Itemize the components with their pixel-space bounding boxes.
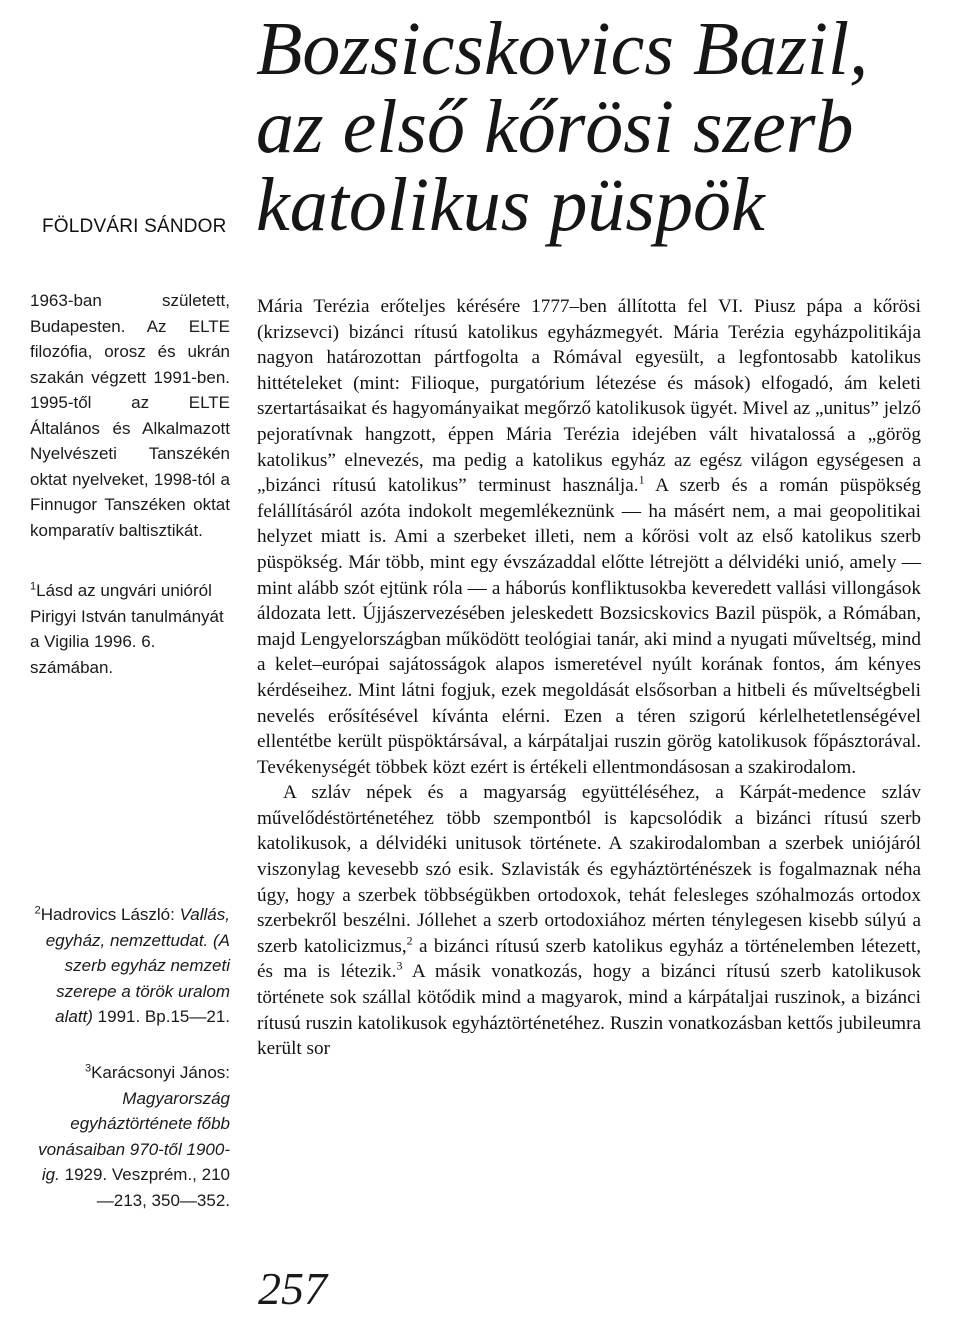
footnote-number: 3 (84, 1062, 92, 1075)
footnote-text: Lásd az ungvári unióról Pirigyi István tanulmányát a Vigilia 1996. 6. számában. (30, 581, 224, 677)
footnote-3 (30, 1060, 230, 1213)
title-line-2: az első kőrösi szerb (256, 85, 854, 169)
paragraph-text: A szláv népek és a magyarság együttéléséhez, a Kárpát-medence szláv művelődéstörténetéhez több szempontból is kapcsolódik a bizánci rítusú szerb katolikusok, a délvidéki unitusok története. A szakirodalomban a szerbek uniójáról viszonylag kevesebb szó esik. Szlavisták és egyháztörténészek is fogalmaznak néha úgy, hogy a szerbek többségükben ortodoxok, tehát felesleges szóhalmozás ortodox szerbekről beszélni. Jóllehet a szerb ortodoxiához mérten ténylegesen kisebb súlyú a szerb katolicizmus, (257, 782, 921, 957)
paragraph-text: A szerb és a román püspökség felállításáról azóta indokolt megemlékeznünk — ha másért nem, a mai geopolitikai helyzet miatt is. Ami a szerbeket illeti, nem a kőrösi volt az első katolikus szerb püspökség. Már több, mint egy évszázaddal előtte létrejött a délvidéki unió, amely — mint alább szót ejtünk róla — a háborús konfliktusokba keveredett vallási villongások áldozata lett. Újjászervezésében jeleskedett Bozsicskovics Bazil püspök, a Rómában, majd Lengyelországban működött teológiai tanár, aki mind a nyugati műveltség, mind a kelet–európai sajátosságok alapos ismeretével nyúlt korának fontos, ám kényes kérdéseihez. Mint látni fogjuk, ezek megoldását elsősorban a hitbeli és műveltségbeli nevelés erősítésével kívánta elérni. Ezen a téren szigorú kérlelhetetlenségével ellentétbe került püspöktársával, a kárpátaljai ruszin görög katolikusok főpásztorával. Tevékenységét többek közt ezért is értékeli ellentmondásosan a szakirodalom. (257, 475, 921, 778)
footnote-author: Hadrovics László: (40, 905, 175, 924)
article-title (256, 7, 946, 247)
title-line-1: Bozsicskovics Bazil, (256, 7, 869, 91)
footnote-title: Magyarország egyháztörténete főbb vonásaiban 970-től 1900-ig. (38, 1088, 230, 1184)
footnote-2 (30, 902, 230, 1030)
footnote-title: Vallás, egyház, nemzettudat. (A szerb egyház nemzeti szerepe a török uralom alatt) (45, 905, 230, 1026)
footnote-1 (30, 578, 230, 680)
footnote-ref: 1 (638, 472, 645, 487)
author-name: FÖLDVÁRI SÁNDOR (42, 216, 227, 237)
footnote-ref: 2 (406, 933, 413, 948)
article-body (257, 294, 921, 1062)
paragraph-text: Mária Terézia erőteljes kérésére 1777–ben állította fel VI. Piusz pápa a kőrösi (krizsevci) bizánci rítusú katolikus egyházmegyét. Mária Terézia egyházpolitikája nagyon határozottan pártfogolta a Rómával egyesült, a legfontosabb katolikus hittételeket (mint: Filioque, purgatórium létezése és mások) elfogadó, ám keleti szertartásaikat és hagyományaikat megőrző katolikusok ügyét. Mivel az „unitus” jelző pejoratívnak hangzott, éppen Mária Terézia idejében vált hivatalossá a „görög katolikus” elnevezés, ma pedig a katolikus egyház az egész világon egységesen a „bizánci rítusú katolikus” terminust használja. (257, 296, 921, 497)
footnote-number: 2 (34, 904, 41, 917)
paragraph-text: a bizánci rítusú szerb katolikus egyház a történelemben létezett, és ma is létezik. (257, 935, 921, 983)
paragraph-2 (257, 780, 921, 1062)
page-number: 257 (258, 1263, 327, 1314)
footnote-ref: 3 (396, 959, 403, 974)
footnote-publication: 1929. Veszprém., 210—213, 350—352. (64, 1165, 230, 1210)
footnote-number: 1 (30, 580, 37, 593)
author-bio: 1963-ban született, Budapesten. Az ELTE filozófia, orosz és ukrán szakán végzett 1991-ben. 1995-től az ELTE Általános és Alkalmazott Nyelvészeti Tanszékén oktat nyelveket, 1998-tól a Finnugor Tanszéken oktat komparatív baltisztikát. (30, 291, 230, 540)
footnote-author: Karácsonyi János: (91, 1063, 230, 1082)
paragraph-1 (257, 294, 921, 780)
paragraph-text: A másik vonatkozás, hogy a bizánci rítusú szerb katolikusok története sok szállal kötődik mind a magyarok, mind a kárpátaljai ruszinok, a bizánci rítusú ruszin katolikusok egyháztörténetéhez. Ruszin vonatkozásban kettős jubileumra került sor (257, 961, 922, 1060)
title-line-3: katolikus püspök (256, 163, 765, 247)
footnote-publication: 1991. Bp.15—21. (97, 1007, 230, 1026)
